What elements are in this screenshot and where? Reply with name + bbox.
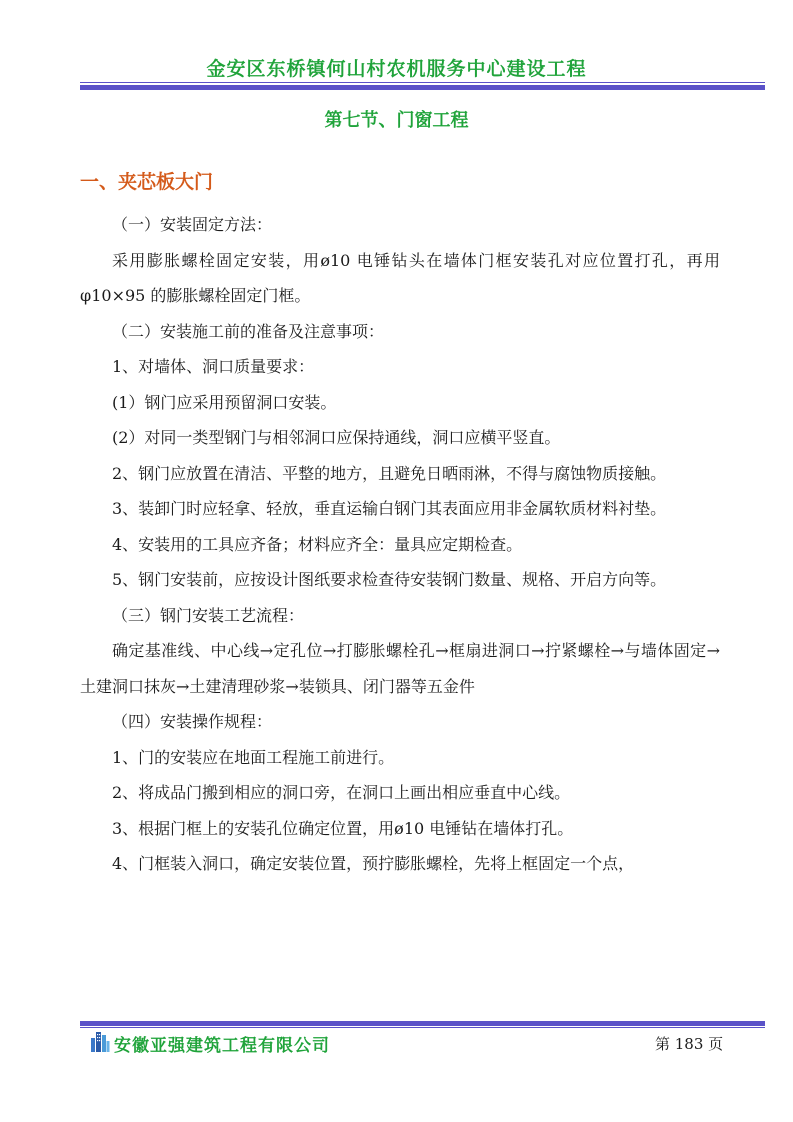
footer-company-name: 安徽亚强建筑工程有限公司 (114, 1036, 330, 1056)
paragraph: 4、安装用的工具应齐备；材料应齐全：量具应定期检查。 (112, 534, 523, 554)
paragraph: 3、装卸门时应轻拿、轻放，垂直运输白钢门其表面应用非金属软质材料衬垫。 (112, 499, 667, 518)
paragraph: 3、根据门框上的安装孔位确定位置，用ø10 电锤钻在墙体打孔。 (112, 818, 574, 838)
paragraph: （二）安装施工前的准备及注意事项： (112, 321, 385, 341)
paragraph: (2）对同一类型钢门与相邻洞口应保持通线，洞口应横平竖直。 (112, 428, 561, 447)
paragraph: (1）钢门应采用预留洞口安装。 (112, 392, 337, 412)
header-rule-thick (80, 85, 765, 90)
paragraph: 2、钢门应放置在清洁、平整的地方，且避免日晒雨淋，不得与腐蚀物质接触。 (112, 463, 667, 483)
paragraph: （四）安装操作规程： (112, 712, 273, 731)
paragraph: 1、对墙体、洞口质量要求： (112, 357, 315, 376)
paragraph: 5、钢门安装前，应按设计图纸要求检查待安装钢门数量、规格、开启方向等。 (112, 570, 667, 589)
header-rule-thin (80, 82, 765, 83)
footer-page-number: 第 183 页 (655, 1035, 724, 1053)
heading-level-1: 一、夹芯板大门 (80, 171, 214, 193)
paragraph: （三）钢门安装工艺流程： (112, 605, 305, 625)
section-title: 第七节、门窗工程 (324, 110, 469, 131)
footer-rule-thick (80, 1021, 765, 1026)
paragraph: 1、门的安装应在地面工程施工前进行。 (112, 747, 395, 767)
paragraph: （一）安装固定方法： (112, 215, 273, 234)
paragraph: 4、门框装入洞口，确定安装位置，预拧膨胀螺栓，先将上框固定一个点， (112, 854, 635, 873)
paragraph: 确定基准线、中心线→定孔位→打膨胀螺栓孔→框扇进洞口→拧紧螺栓→与墙体固定→土建洞口抹灰→土建清理砂浆→装锁具、闭门器等五金件 (80, 641, 720, 696)
document-header-title: 金安区东桥镇何山村农机服务中心建设工程 (206, 58, 587, 80)
paragraph: 采用膨胀螺栓固定安装，用ø10 电锤钻头在墙体门框安装孔对应位置打孔，再用φ10×95 的膨胀螺栓固定门框。 (80, 250, 720, 305)
building-logo-icon (90, 1030, 110, 1052)
footer-rule-thin (80, 1027, 765, 1028)
body-text (80, 207, 720, 882)
paragraph: 2、将成品门搬到相应的洞口旁，在洞口上画出相应垂直中心线。 (112, 783, 571, 802)
